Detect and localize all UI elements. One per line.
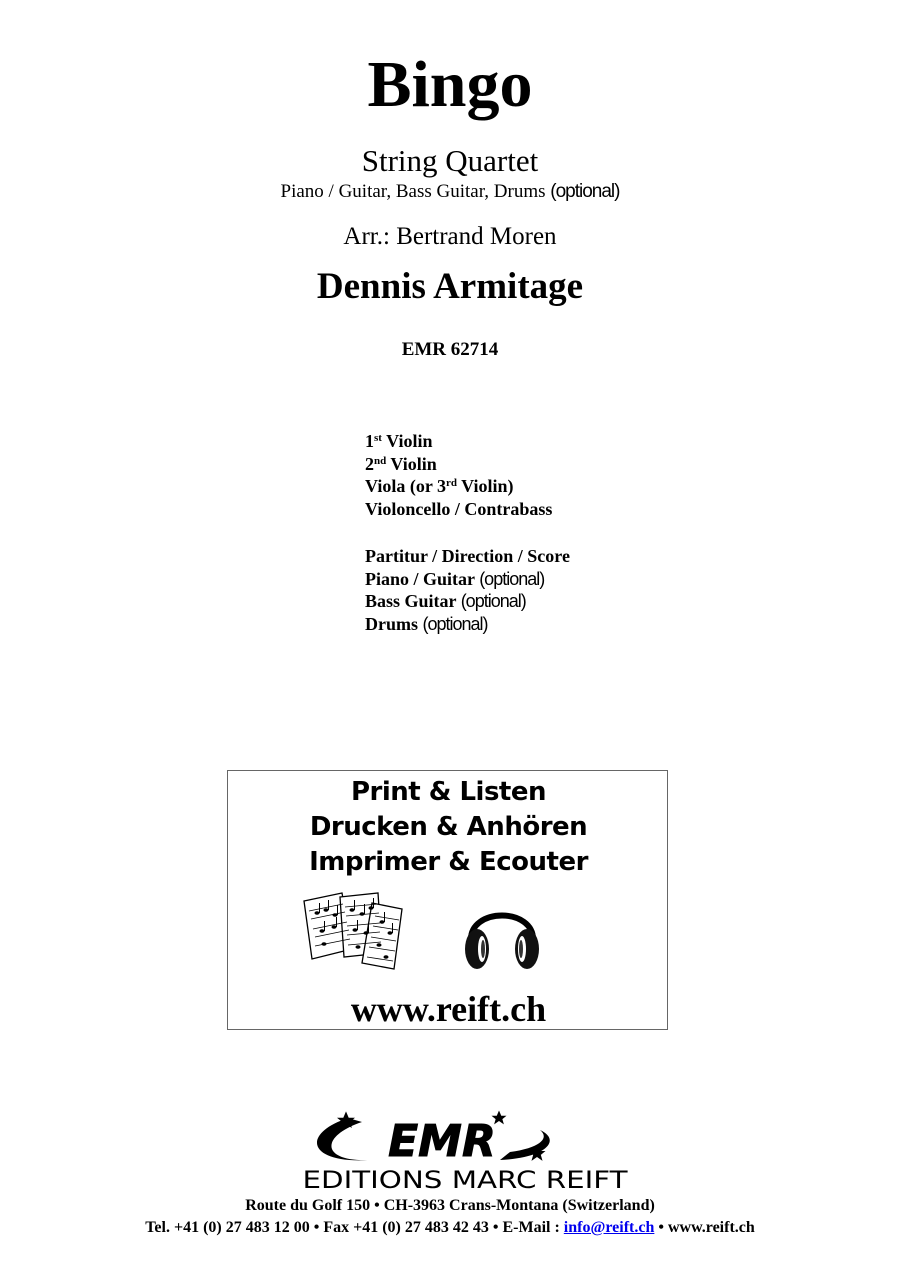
part-item: Partitur / Direction / Score — [365, 546, 570, 566]
string-parts-list — [365, 430, 552, 520]
footer-address: Route du Golf 150 • CH-3963 Crans-Montana (Switzerland) — [245, 1197, 655, 1214]
other-parts-list — [365, 545, 570, 635]
footer-website: • www.reift.ch — [654, 1219, 755, 1236]
instrumentation-line — [0, 182, 900, 201]
part-item: Bass Guitar (optional) — [365, 591, 526, 611]
part-item: 2nd Violin — [365, 453, 437, 474]
footer-contact — [0, 1220, 900, 1236]
part-item: Viola (or 3rd Violin) — [365, 476, 514, 496]
part-item: 1st Violin — [365, 431, 433, 451]
emr-logo — [300, 1108, 630, 1194]
promo-line-de: Drucken & Anhören — [309, 812, 588, 842]
headphones-icon — [463, 893, 541, 975]
instrumentation-optional: (optional) — [550, 181, 620, 202]
promo-url[interactable]: www.reift.ch — [350, 989, 547, 1029]
promo-line-en: Print & Listen — [350, 777, 547, 807]
footer-phone-fax: Tel. +41 (0) 27 483 12 00 • Fax +41 (0) 27 483 42 43 • E-Mail : — [145, 1219, 564, 1236]
svg-text:EDITIONS MARC REIFT: EDITIONS MARC REIFT — [302, 1166, 628, 1194]
sheet-music-icon — [300, 889, 412, 973]
title: Bingo — [367, 48, 533, 121]
arranger: Arr.: Bertrand Moren — [343, 223, 557, 250]
part-item: Piano / Guitar (optional) — [365, 568, 545, 589]
part-item: Drums (optional) — [365, 613, 488, 634]
part-item: Violoncello / Contrabass — [365, 498, 553, 519]
svg-text:EMR: EMR — [388, 1116, 496, 1167]
composer: Dennis Armitage — [316, 266, 584, 307]
email-link[interactable]: info@reift.ch — [563, 1219, 655, 1236]
instrumentation-text: Piano / Guitar, Bass Guitar, Drums — [280, 181, 546, 202]
print-listen-box[interactable] — [227, 770, 668, 1030]
subtitle: String Quartet — [361, 143, 539, 178]
promo-line-fr: Imprimer & Ecouter — [309, 847, 588, 877]
catalog-code: EMR 62714 — [401, 339, 499, 360]
